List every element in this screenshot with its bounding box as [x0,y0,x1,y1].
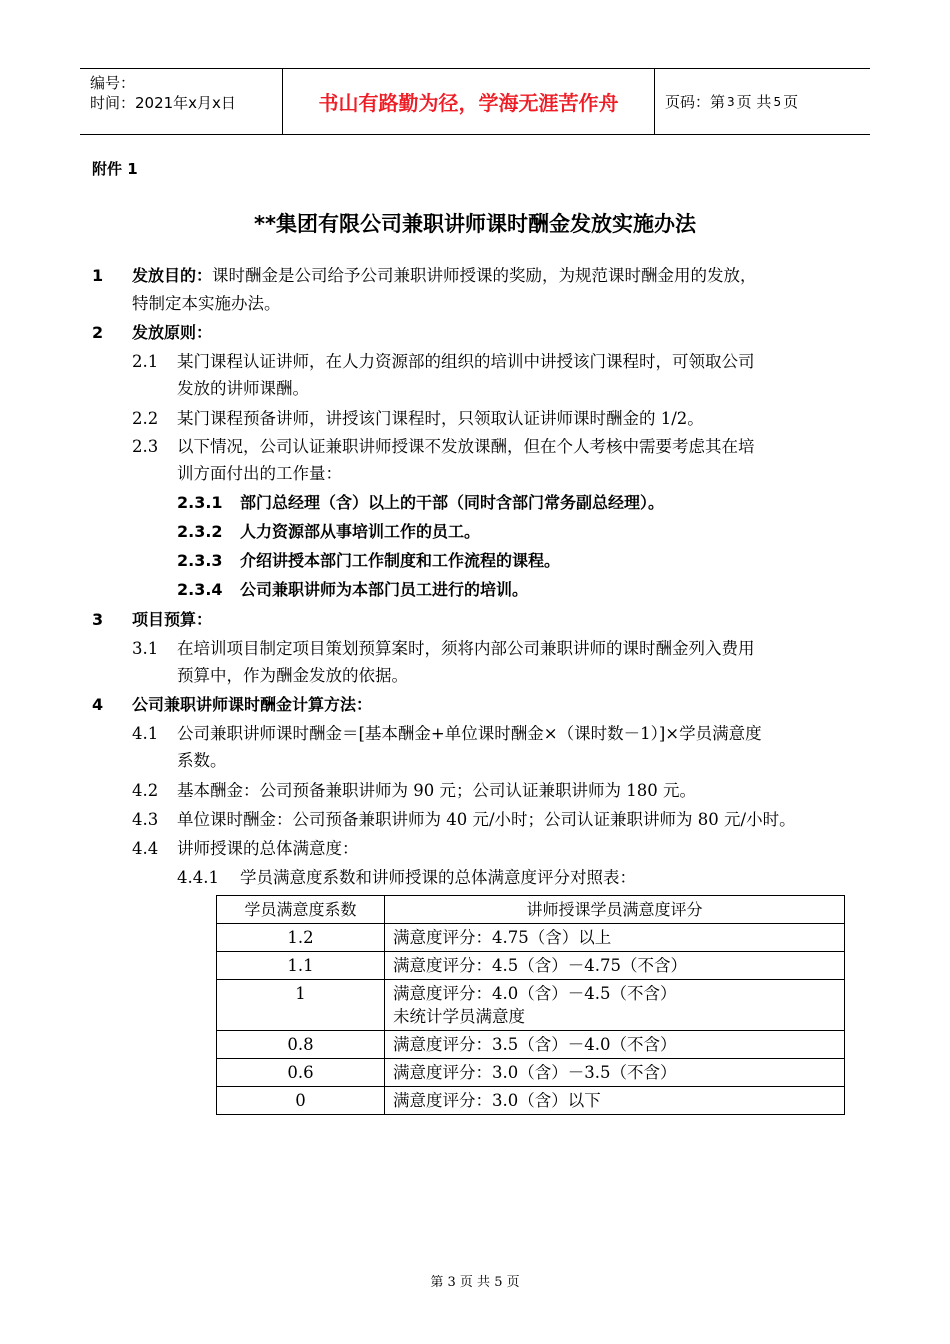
coef-cell: 0.8 [217,1031,385,1059]
item-2-1-number: 2.1 [132,352,159,371]
table-header-score: 讲师授课学员满意度评分 [385,896,845,924]
header-meta [80,69,282,134]
table-row [217,1031,845,1059]
document-title: **集团有限公司兼职讲师课时酬金发放实施办法 [254,212,696,236]
item-2-3-3-text: 介绍讲授本部门工作制度和工作流程的课程。 [240,551,561,570]
item-3-1-number: 3.1 [132,639,159,658]
item-4-4-number: 4.4 [132,839,159,858]
score-text: 满意度评分：4.0（含）－4.5（不含） [393,984,677,1003]
item-2-3-2-number: 2.3.2 [177,522,223,541]
item-2-2-number: 2.2 [132,409,159,428]
item-4-2-text: 基本酬金：公司预备兼职讲师为 90 元；公司认证兼职讲师为 180 元。 [177,781,696,800]
table-row [217,1087,845,1115]
item-4-4-1-number: 4.4.1 [177,868,219,887]
section-3-heading: 项目预算： [132,610,213,629]
item-4-1-number: 4.1 [132,724,159,743]
item-4-1-text-1: 公司兼职讲师课时酬金＝[基本酬金+单位课时酬金×（课时数－1）]×学员满意度 [177,724,762,743]
section-2-number: 2 [92,323,104,342]
header-page-info [655,69,870,134]
section-1-number: 1 [92,266,104,285]
item-2-3-4-text: 公司兼职讲师为本部门员工进行的培训。 [240,580,529,599]
section-1-text-2: 特制定本实施办法。 [132,294,281,313]
item-4-2-number: 4.2 [132,781,159,800]
item-2-3-number: 2.3 [132,437,159,456]
score-cell: 满意度评分：4.75（含）以上 [385,924,845,952]
section-3-number: 3 [92,610,104,629]
page-total: 5 [773,94,782,109]
coef-cell: 0.6 [217,1059,385,1087]
page-footer: 第 3 页 共 5 页 [430,1275,520,1290]
section-1-heading: 发放目的： [132,266,213,285]
score-cell: 满意度评分：3.0（含）－3.5（不含） [385,1059,845,1087]
table-header-row [217,896,845,924]
item-2-1-text-2: 发放的讲师课酬。 [177,379,309,398]
section-2-heading: 发放原则： [132,323,213,342]
item-2-3-1-number: 2.3.1 [177,493,223,512]
coef-cell: 1.2 [217,924,385,952]
score-cell: 满意度评分：3.0（含）以下 [385,1087,845,1115]
item-2-3-2-text: 人力资源部从事培训工作的员工。 [240,522,481,541]
page-label-b: 页 共 [736,93,772,111]
table-row [217,952,845,980]
item-4-4-1-text: 学员满意度系数和讲师授课的总体满意度评分对照表： [240,868,636,887]
page-label-c: 页 [783,93,799,111]
item-2-3-3-number: 2.3.3 [177,551,223,570]
score-cell [385,980,845,1031]
section-1-line-1 [132,262,757,289]
item-3-1-text-2: 预算中，作为酬金发放的依据。 [177,666,408,685]
score-cell: 满意度评分：3.5（含）－4.0（不含） [385,1031,845,1059]
header-motto: 书山有路勤为径，学海无涯苦作舟 [282,69,655,134]
item-4-3-text: 单位课时酬金：公司预备兼职讲师为 40 元/小时；公司认证兼职讲师为 80 元/小时。 [177,810,796,829]
item-4-4-text: 讲师授课的总体满意度： [177,839,359,858]
section-4-heading: 公司兼职讲师课时酬金计算方法： [132,695,373,714]
item-2-3-1-text: 部门总经理（含）以上的干部（同时含部门常务副总经理）。 [240,493,665,512]
date-text: 时间：2021年x月x日 [90,94,236,112]
section-1-text-1: 课时酬金是公司给予公司兼职讲师授课的奖励，为规范课时酬金用的发放， [212,266,757,285]
item-2-3-text-2: 训方面付出的工作量： [177,464,342,483]
score-cell: 满意度评分：4.5（含）－4.75（不含） [385,952,845,980]
page-label-a: 页码：第 [665,93,726,111]
table-header-coef: 学员满意度系数 [217,896,385,924]
attachment-label: 附件 1 [92,160,138,178]
item-2-3-text-1: 以下情况，公司认证兼职讲师授课不发放课酬，但在个人考核中需要考虑其在培 [177,437,755,456]
page-number: 3 [727,94,735,109]
item-3-1-text-1: 在培训项目制定项目策划预算案时，须将内部公司兼职讲师的课时酬金列入费用 [177,639,755,658]
item-4-3-number: 4.3 [132,810,159,829]
table-row [217,1059,845,1087]
item-2-3-4-number: 2.3.4 [177,580,223,599]
page-header [80,68,870,135]
code-label: 编号： [90,74,136,92]
item-2-2-text: 某门课程预备讲师，讲授该门课程时，只领取认证讲师课时酬金的 1/2。 [177,409,704,428]
coef-cell: 1.1 [217,952,385,980]
section-1 [92,262,103,289]
coef-cell: 1 [217,980,385,1031]
table-row [217,980,845,1031]
score-note: 未统计学员满意度 [393,1007,525,1026]
item-4-1-text-2: 系数。 [177,751,227,770]
coef-cell: 0 [217,1087,385,1115]
section-4-number: 4 [92,695,104,714]
satisfaction-table [216,895,845,1115]
table-row [217,924,845,952]
item-2-1-text-1: 某门课程认证讲师，在人力资源部的组织的培训中讲授该门课程时，可领取公司 [177,352,755,371]
